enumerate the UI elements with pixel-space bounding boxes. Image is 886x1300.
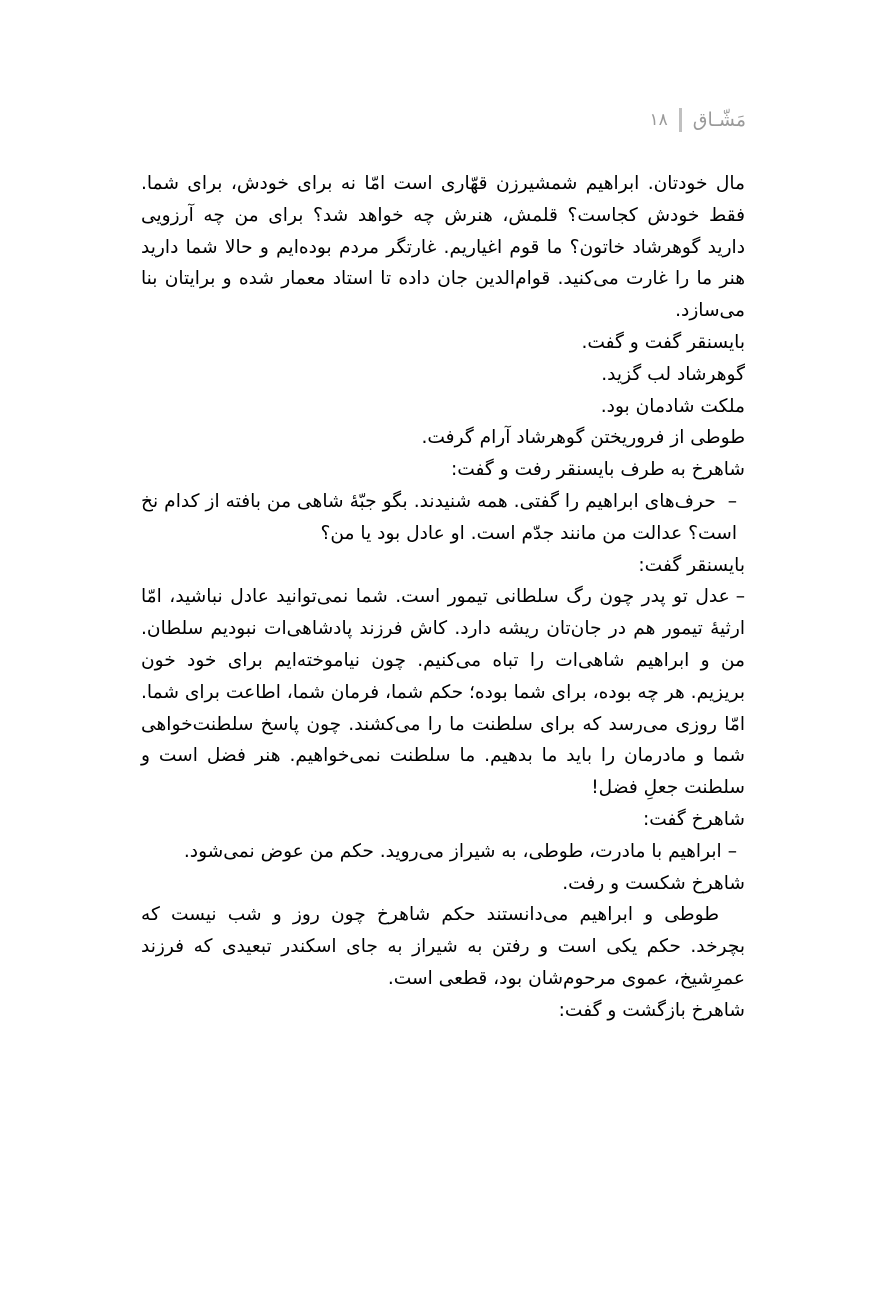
- short-line-melkat-glad: ملکت شادمان بود.: [600, 395, 745, 417]
- short-line-shahrokh-broke: شاهرخ شکست و رفت.: [562, 872, 745, 894]
- dialogue-text-3: ابراهیم با مادرت، طوطی، به شیراز می‌روید. حکم من عوض نمی‌شود.: [183, 840, 722, 862]
- page-number: ۱۸: [649, 109, 668, 130]
- paragraph-closing: طوطی و ابراهیم می‌دانستند حکم شاهرخ چون روز و شب نیست که بچرخد. حکم یکی است و رفتن به شیراز به جای اسکندر تبعیدی که فرزند عمرِشیخ، عموی مرحوم‌شان بود، قطعی است.: [141, 904, 745, 989]
- short-line-shahrokh-went-to-baysonghor: شاهرخ به طرف بایسنقر رفت و گفت:: [450, 459, 745, 481]
- dialogue-text-1: حرف‌های ابراهیم را گفتی. همه شنیدند. بگو جبّهٔ شاهی من بافته از کدام نخ است؟ عدالت من مانند جدّم است. او عادل بود یا من؟: [141, 490, 737, 544]
- dialogue-dash-icon: –: [727, 840, 737, 862]
- dialogue-line-2: [141, 581, 745, 804]
- book-title: مَشّـاق: [692, 108, 746, 131]
- paragraph-opening: مال خودتان. ابراهیم شمشیرزن قهّاری است امّا نه برای خودش، برای شما. فقط خودش کجاست؟ قلمش، هنرش چه خواهد شد؟ برای من چه آرزویی دارید گوهرشاد خاتون؟ ما قوم اغیاریم. غارتگر مردم بوده‌ایم و حالا شما دارید هنر ما را غارت می‌کنید. قوام‌الدین جان داده تا استاد معمار شده و برایتان بنا می‌سازد.: [141, 173, 745, 322]
- running-header: [650, 108, 747, 132]
- dialogue-line-1: [141, 486, 745, 550]
- short-line-gowharshad-bit-lip: گوهرشاد لب گزید.: [601, 363, 745, 385]
- short-line-shahrokh-returned: شاهرخ بازگشت و گفت:: [558, 999, 745, 1021]
- dialogue-text-2: عدل تو پدر چون رگ سلطانی تیمور است. شما نمی‌توانید عادل نباشید، امّا ارثیهٔ تیمور هم در جان‌تان ریشه دارد. کاش فرزند پادشاهی‌ات نبودیم سلطان. من و ابراهیم شاهی‌ات را تباه می‌کنیم. چون نیاموخته‌ایم برای خود خون بریزیم. هر چه بوده، برای شما بوده؛ حکم شما، فرمان شما، اطاعت برای شما. امّا روزی می‌رسد که برای سلطنت ما را می‌کشند. چون پاسخ سلطنت‌خواهی شما و مادرمان را باید ما بدهیم. ما سلطنت نمی‌خواهیم. هنر فضل است و سلطنت جعلِ فضل!: [141, 586, 745, 799]
- dialogue-dash-icon: –: [727, 490, 737, 512]
- body-text-block: [141, 168, 745, 1027]
- short-line-tuti-calmed: طوطی از فروریختن گوهرشاد آرام گرفت.: [421, 427, 745, 449]
- short-line-shahrokh-said: شاهرخ گفت:: [642, 808, 745, 830]
- dialogue-line-3: [141, 836, 745, 868]
- short-line-baysonghor-spoke: بایسنقر گفت و گفت.: [581, 331, 745, 353]
- short-line-baysonghor-said: بایسنقر گفت:: [638, 554, 745, 576]
- dialogue-dash-icon: –: [735, 586, 745, 608]
- header-divider-rule: [679, 108, 682, 132]
